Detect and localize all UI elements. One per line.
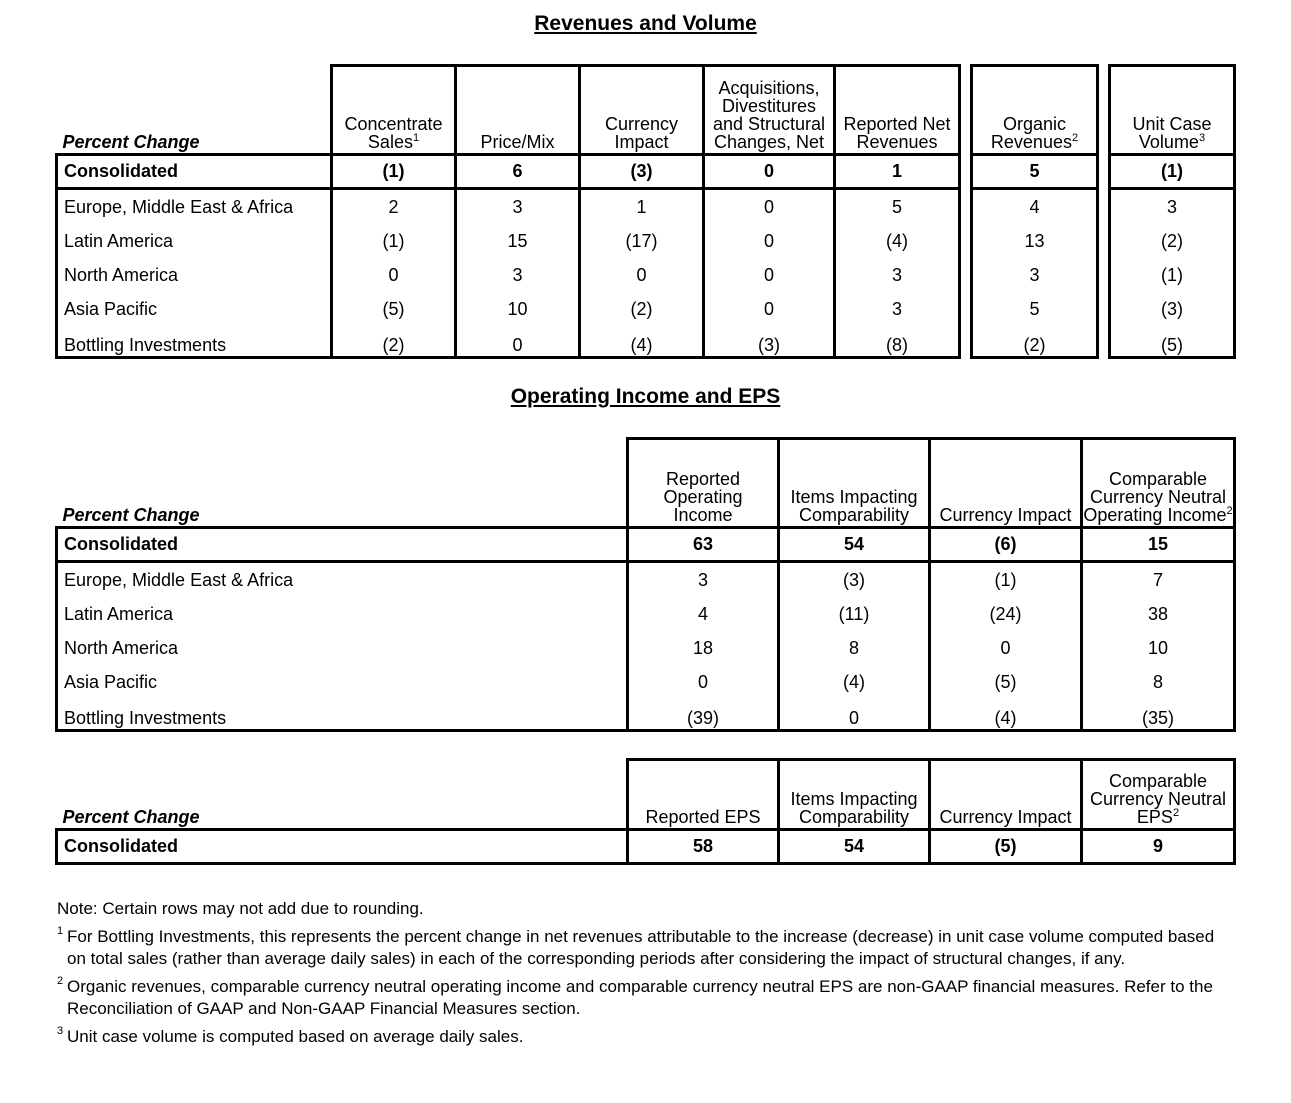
row-label-header: Percent Change: [62, 132, 200, 152]
footnote: 2 Organic revenues, comparable currency neutral operating income and comparable currency neutral EPS are non-GAAP financial measures. Refer to the Reconciliation of GAAP and Non-GAAP Financial Measures section.: [57, 975, 1213, 1018]
table-row-consolidated: [57, 528, 1235, 562]
row-label-header: Percent Change: [62, 505, 200, 525]
cell: 5: [972, 292, 1098, 326]
table-row: [57, 292, 1235, 326]
row-name: Consolidated: [57, 155, 332, 189]
row-label-header: Percent Change: [62, 807, 200, 827]
cell: 54: [779, 830, 930, 864]
col-header-reported-net-revenues: Reported Net Revenues: [835, 66, 960, 155]
table-row-consolidated: [57, 155, 1235, 189]
col-header-items-impacting: Items Impacting Comparability: [779, 439, 930, 528]
cell: (5): [332, 292, 456, 326]
footnote: 1 For Bottling Investments, this represents the percent change in net revenues attributable to the increase (decrease) in unit case volume computed based on total sales (rather than average daily sales) in each of the corresponding periods after considering the impact of structural changes, if any.: [57, 925, 1215, 968]
table-row: [57, 189, 1235, 225]
operating-title: Operating Income and EPS: [510, 385, 781, 408]
col-header-acquisitions: Acquisitions, Divestitures and Structural Changes, Net: [704, 66, 835, 155]
cell: (3): [1110, 292, 1235, 326]
row-name: Bottling Investments: [57, 699, 628, 731]
col-header-organic-revenues: Organic Revenues$^2$: [972, 66, 1098, 155]
cell: 0: [704, 258, 835, 292]
cell: 0: [930, 631, 1082, 665]
col-header-currency-impact: Currency Impact: [930, 439, 1082, 528]
cell: (1): [332, 155, 456, 189]
row-name: Europe, Middle East & Africa: [57, 189, 332, 225]
cell: (5): [930, 665, 1082, 699]
table-row: [57, 562, 1235, 598]
cell: 2: [332, 189, 456, 225]
cell: (3): [779, 562, 930, 598]
cell: (2): [1110, 224, 1235, 258]
cell: 5: [835, 189, 960, 225]
row-name: Asia Pacific: [57, 292, 332, 326]
cell: (17): [580, 224, 704, 258]
cell: 3: [835, 292, 960, 326]
cell: 54: [779, 528, 930, 562]
row-name: North America: [57, 631, 628, 665]
col-header-currency-impact: Currency Impact: [930, 760, 1082, 830]
table-row: [57, 699, 1235, 731]
cell: (4): [580, 326, 704, 358]
row-name: Latin America: [57, 224, 332, 258]
cell: 3: [1110, 189, 1235, 225]
cell: (35): [1082, 699, 1235, 731]
cell: (2): [332, 326, 456, 358]
row-name: Bottling Investments: [57, 326, 332, 358]
row-name: Consolidated: [57, 528, 628, 562]
cell: (4): [835, 224, 960, 258]
cell: 15: [456, 224, 580, 258]
cell: 1: [580, 189, 704, 225]
cell: 4: [972, 189, 1098, 225]
table-row: [57, 631, 1235, 665]
cell: (6): [930, 528, 1082, 562]
col-header-price-mix: Price/Mix: [456, 66, 580, 155]
cell: 9: [1082, 830, 1235, 864]
cell: (5): [1110, 326, 1235, 358]
cell: 0: [704, 189, 835, 225]
cell: (3): [580, 155, 704, 189]
table-row: [57, 597, 1235, 631]
cell: 15: [1082, 528, 1235, 562]
cell: 0: [704, 155, 835, 189]
cell: 7: [1082, 562, 1235, 598]
operating-table: [55, 437, 1236, 732]
footnotes: [57, 898, 1237, 1048]
cell: 0: [779, 699, 930, 731]
cell: 3: [628, 562, 779, 598]
table-row: [57, 224, 1235, 258]
cell: 0: [580, 258, 704, 292]
col-header-comparable-operating-income: Comparable Currency Neutral Operating Income$^2$: [1082, 439, 1235, 528]
cell: 58: [628, 830, 779, 864]
table-row: [57, 326, 1235, 358]
revenues-title: Revenues and Volume: [534, 12, 757, 35]
col-header-reported-eps: Reported EPS: [628, 760, 779, 830]
cell: (8): [835, 326, 960, 358]
cell: 5: [972, 155, 1098, 189]
cell: 0: [456, 326, 580, 358]
cell: 63: [628, 528, 779, 562]
col-header-reported-operating-income: Reported Operating Income: [628, 439, 779, 528]
cell: 6: [456, 155, 580, 189]
cell: (1): [332, 224, 456, 258]
cell: (5): [930, 830, 1082, 864]
row-name: Consolidated: [57, 830, 628, 864]
row-name: North America: [57, 258, 332, 292]
revenues-table: [55, 64, 1236, 359]
col-header-concentrate-sales: Concentrate Sales$^1$: [332, 66, 456, 155]
cell: 8: [779, 631, 930, 665]
table-row: [57, 258, 1235, 292]
rounding-note: Note: Certain rows may not add due to rounding.: [57, 899, 424, 918]
cell: 0: [704, 224, 835, 258]
col-header-comparable-eps: Comparable Currency Neutral EPS$^2$: [1082, 760, 1235, 830]
table-row: [57, 665, 1235, 699]
cell: (2): [580, 292, 704, 326]
cell: 8: [1082, 665, 1235, 699]
cell: (1): [1110, 258, 1235, 292]
cell: 10: [456, 292, 580, 326]
cell: 3: [456, 258, 580, 292]
row-name: Europe, Middle East & Africa: [57, 562, 628, 598]
cell: (39): [628, 699, 779, 731]
row-name: Asia Pacific: [57, 665, 628, 699]
cell: (1): [930, 562, 1082, 598]
cell: 1: [835, 155, 960, 189]
row-name: Latin America: [57, 597, 628, 631]
cell: (4): [779, 665, 930, 699]
cell: 10: [1082, 631, 1235, 665]
cell: (24): [930, 597, 1082, 631]
cell: 0: [332, 258, 456, 292]
cell: 0: [704, 292, 835, 326]
cell: (11): [779, 597, 930, 631]
cell: (4): [930, 699, 1082, 731]
cell: (3): [704, 326, 835, 358]
cell: 0: [628, 665, 779, 699]
cell: (2): [972, 326, 1098, 358]
cell: (1): [1110, 155, 1235, 189]
col-header-items-impacting: Items Impacting Comparability: [779, 760, 930, 830]
eps-table: [55, 758, 1236, 865]
cell: 13: [972, 224, 1098, 258]
cell: 18: [628, 631, 779, 665]
cell: 3: [456, 189, 580, 225]
table-row-consolidated: [57, 830, 1235, 864]
col-header-unit-case-volume: Unit Case Volume$^3$: [1110, 66, 1235, 155]
cell: 3: [972, 258, 1098, 292]
cell: 4: [628, 597, 779, 631]
col-header-currency-impact: Currency Impact: [580, 66, 704, 155]
cell: 38: [1082, 597, 1235, 631]
footnote: 3 Unit case volume is computed based on average daily sales.: [57, 1025, 524, 1046]
cell: 3: [835, 258, 960, 292]
